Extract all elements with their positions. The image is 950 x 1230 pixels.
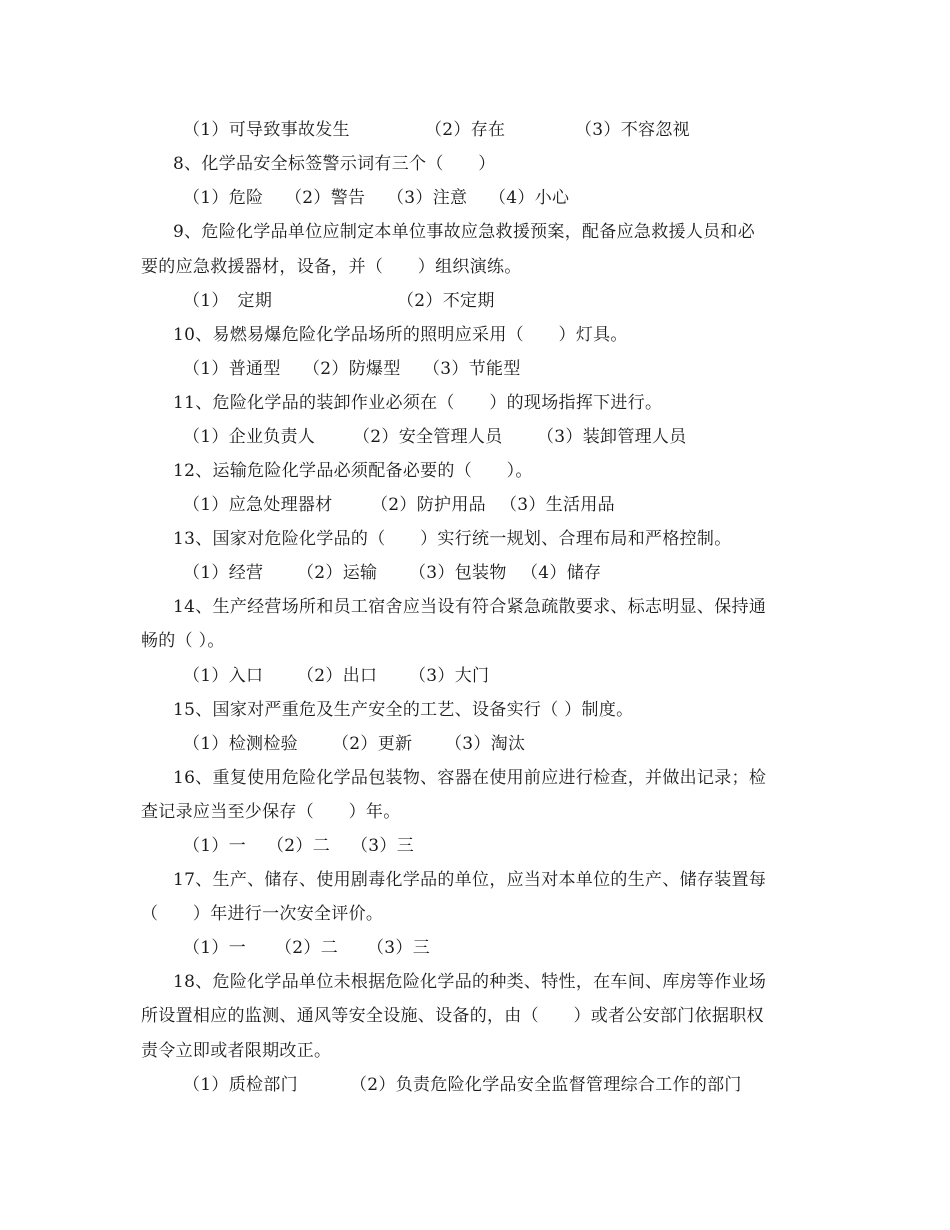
q15-option-3: （3）淘汰 xyxy=(445,734,526,754)
q14-stem-line-2: 畅的（ ）。 xyxy=(141,631,225,651)
q17-option-2: （2）二 xyxy=(275,938,339,958)
q17-option-1: （1）一 xyxy=(183,938,247,958)
q18-stem-line-1: 18、危险化学品单位未根据危险化学品的种类、特性，在车间、库房等作业场 xyxy=(173,972,767,992)
q8-option-4: （4）小心 xyxy=(489,188,570,208)
q13-option-1: （1）经营 xyxy=(183,563,264,583)
q11-option-1: （1）企业负责人 xyxy=(183,427,316,447)
q15-stem: 15、国家对严重危及生产安全的工艺、设备实行（ ）制度。 xyxy=(173,700,634,720)
q7-option-3: （3）不容忽视 xyxy=(575,120,690,140)
q10-stem: 10、易燃易爆危险化学品场所的照明应采用（ ）灯具。 xyxy=(173,325,628,345)
q8-stem: 8、化学品安全标签警示词有三个（ ） xyxy=(173,154,496,174)
q11-stem: 11、危险化学品的装卸作业必须在（ ）的现场指挥下进行。 xyxy=(173,393,663,413)
q8-option-2: （2）警告 xyxy=(285,188,366,208)
q14-option-2: （2）出口 xyxy=(297,666,378,686)
q16-option-3: （3）三 xyxy=(351,836,415,856)
q8-option-1: （1）危险 xyxy=(183,188,264,208)
q10-option-2: （2）防爆型 xyxy=(303,359,401,379)
q16-stem-line-2: 查记录应当至少保存（ ）年。 xyxy=(141,802,401,822)
q13-option-4: （4）储存 xyxy=(521,563,602,583)
q18-option-1: （1）质检部门 xyxy=(183,1075,298,1095)
q18-stem-line-2: 所设置相应的监测、通风等安全设施、设备的，由（ ）或者公安部门依据职权 xyxy=(141,1006,764,1026)
q17-option-3: （3）三 xyxy=(367,938,431,958)
q7-option-2: （2）存在 xyxy=(425,120,506,140)
q16-stem-line-1: 16、重复使用危险化学品包装物、容器在使用前应进行检查，并做出记录；检 xyxy=(173,768,767,788)
q9-stem-line-1: 9、危险化学品单位应制定本单位事故应急救援预案，配备应急救援人员和必 xyxy=(173,222,756,242)
q15-option-1: （1）检测检验 xyxy=(183,734,298,754)
q11-option-3: （3）装卸管理人员 xyxy=(537,427,687,447)
q7-option-1: （1）可导致事故发生 xyxy=(183,120,350,140)
q14-stem-line-1: 14、生产经营场所和员工宿舍应当设有符合紧急疏散要求、标志明显、保持通 xyxy=(173,597,767,617)
q11-option-2: （2）安全管理人员 xyxy=(353,427,503,447)
q17-stem-line-1: 17、生产、储存、使用剧毒化学品的单位，应当对本单位的生产、储存装置每 xyxy=(173,870,767,890)
q8-option-3: （3）注意 xyxy=(387,188,468,208)
q9-option-2: （2）不定期 xyxy=(397,291,495,311)
q12-option-3: （3）生活用品 xyxy=(500,495,615,515)
q12-option-1: （1）应急处理器材 xyxy=(183,495,333,515)
q9-option-1: （1） 定期 xyxy=(183,291,273,311)
q15-option-2: （2）更新 xyxy=(332,734,413,754)
q13-stem: 13、国家对危险化学品的（ ）实行统一规划、合理布局和严格控制。 xyxy=(173,529,732,549)
q9-stem-line-2: 要的应急救援器材，设备，并（ ）组织演练。 xyxy=(141,257,522,277)
q14-option-3: （3）大门 xyxy=(409,666,490,686)
q10-option-1: （1）普通型 xyxy=(183,359,281,379)
q12-option-2: （2）防护用品 xyxy=(371,495,486,515)
q16-option-1: （1）一 xyxy=(183,836,247,856)
q17-stem-line-2: （ ）年进行一次安全评价。 xyxy=(141,904,384,924)
q12-stem: 12、运输危险化学品必须配备必要的（ ）。 xyxy=(173,461,533,481)
q13-option-3: （3）包装物 xyxy=(409,563,507,583)
q16-option-2: （2）二 xyxy=(267,836,331,856)
q10-option-3: （3）节能型 xyxy=(423,359,521,379)
q14-option-1: （1）入口 xyxy=(183,666,264,686)
q18-stem-line-3: 责令立即或者限期改正。 xyxy=(141,1041,332,1061)
q13-option-2: （2）运输 xyxy=(297,563,378,583)
q18-option-2: （2）负责危险化学品安全监督管理综合工作的部门 xyxy=(350,1075,742,1095)
